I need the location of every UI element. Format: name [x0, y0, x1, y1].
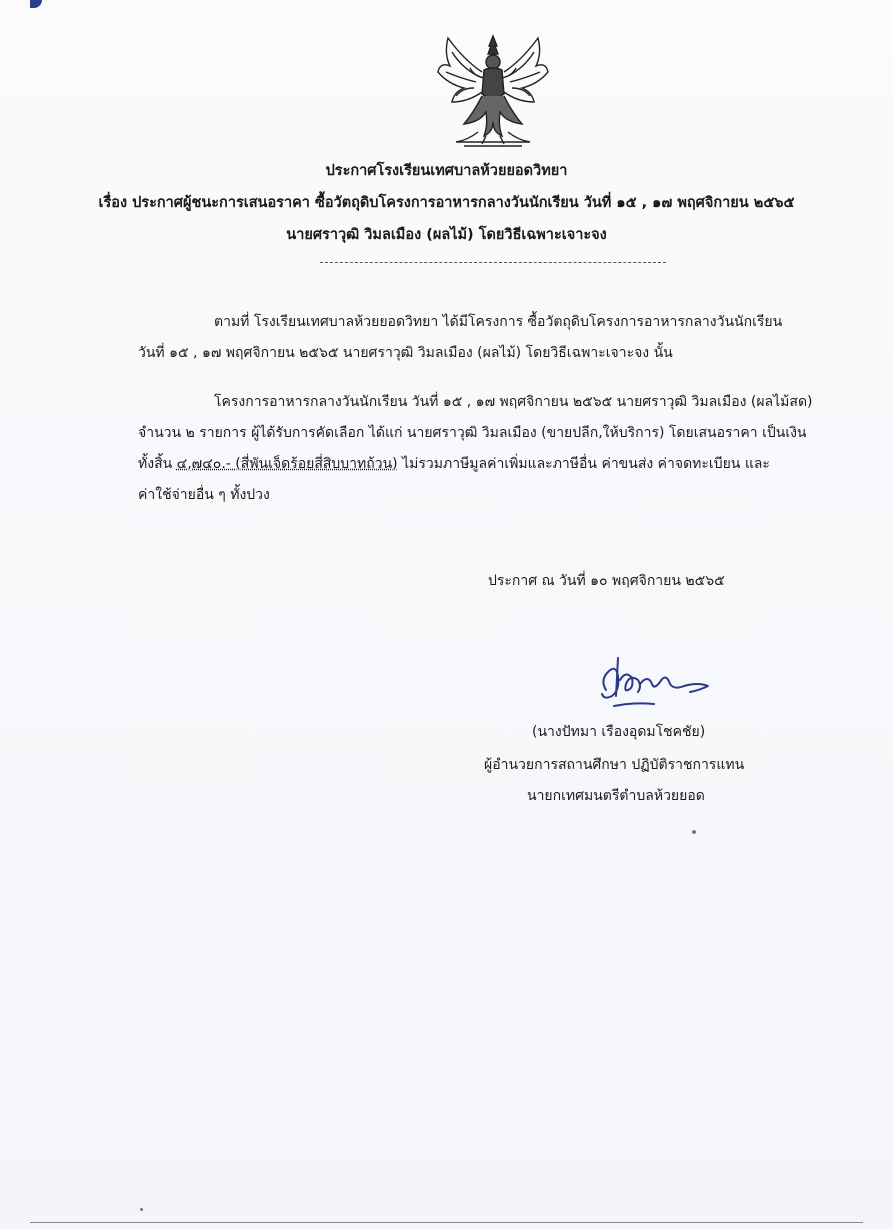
- signatory-position: ผู้อำนวยการสถานศึกษา ปฏิบัติราชการแทน: [484, 757, 745, 773]
- announcement-date: ประกาศ ณ วันที่ ๑๐ พฤศจิกายน ๒๕๖๕: [488, 573, 725, 589]
- announcement-subject: เรื่อง ประกาศผู้ชนะการเสนอราคา ซื้อวัตถุดิบโครงการอาหารกลางวันนักเรียน วันที่ ๑๕ , ๑๗ พฤศจิกายน ๒๕๖๕: [98, 195, 795, 211]
- announcement-title: ประกาศโรงเรียนเทศบาลห้วยยอดวิทยา: [325, 163, 568, 179]
- announcement-subject-cont: นายศราวุฒิ วิมลเมือง (ผลไม้) โดยวิธีเฉพาะเจาะจง: [286, 227, 607, 243]
- bottom-edge: [30, 1222, 863, 1223]
- handwritten-signature: [594, 650, 714, 720]
- signatory-name: (นางปัทมา เรืองอุดมโชคชัย): [532, 724, 706, 740]
- signatory-position-cont: นายกเทศมนตรีตำบลห้วยยอด: [527, 788, 705, 804]
- header-divider: [320, 262, 666, 263]
- total-label: ทั้งสิ้น: [138, 456, 173, 472]
- paragraph1-line1: ตามที่ โรงเรียนเทศบาลห้วยยอดวิทยา ได้มีโครงการ ซื้อวัตถุดิบโครงการอาหารกลางวันนักเรียน: [214, 314, 783, 330]
- paragraph2-line4: ค่าใช้จ่ายอื่น ๆ ทั้งปวง: [138, 487, 270, 503]
- scan-speck: [140, 1208, 143, 1211]
- garuda-emblem-icon: [434, 32, 552, 150]
- scan-speck: [692, 830, 696, 834]
- paragraph2-line2: จำนวน ๒ รายการ ผู้ได้รับการคัดเลือก ได้แก่ นายศราวุฒิ วิมลเมือง (ขายปลีก,ให้บริการ) โดยเสนอราคา เป็นเงิน: [138, 425, 807, 441]
- paragraph2-line3: [138, 455, 770, 473]
- total-amount: ๔,๗๔๐.- (สี่พันเจ็ดร้อยสี่สิบบาทถ้วน): [176, 456, 398, 472]
- paragraph2-line1: โครงการอาหารกลางวันนักเรียน วันที่ ๑๕ , ๑๗ พฤศจิกายน ๒๕๖๕ นายศราวุฒิ วิมลเมือง (ผลไม้สด): [214, 394, 813, 410]
- corner-mark: [30, 0, 42, 8]
- total-note: ไม่รวมภาษีมูลค่าเพิ่มและภาษีอื่น ค่าขนส่ง ค่าจดทะเบียน และ: [402, 456, 770, 472]
- paragraph1-line2: วันที่ ๑๕ , ๑๗ พฤศจิกายน ๒๕๖๕ นายศราวุฒิ วิมลเมือง (ผลไม้) โดยวิธีเฉพาะเจาะจง นั้น: [138, 345, 673, 361]
